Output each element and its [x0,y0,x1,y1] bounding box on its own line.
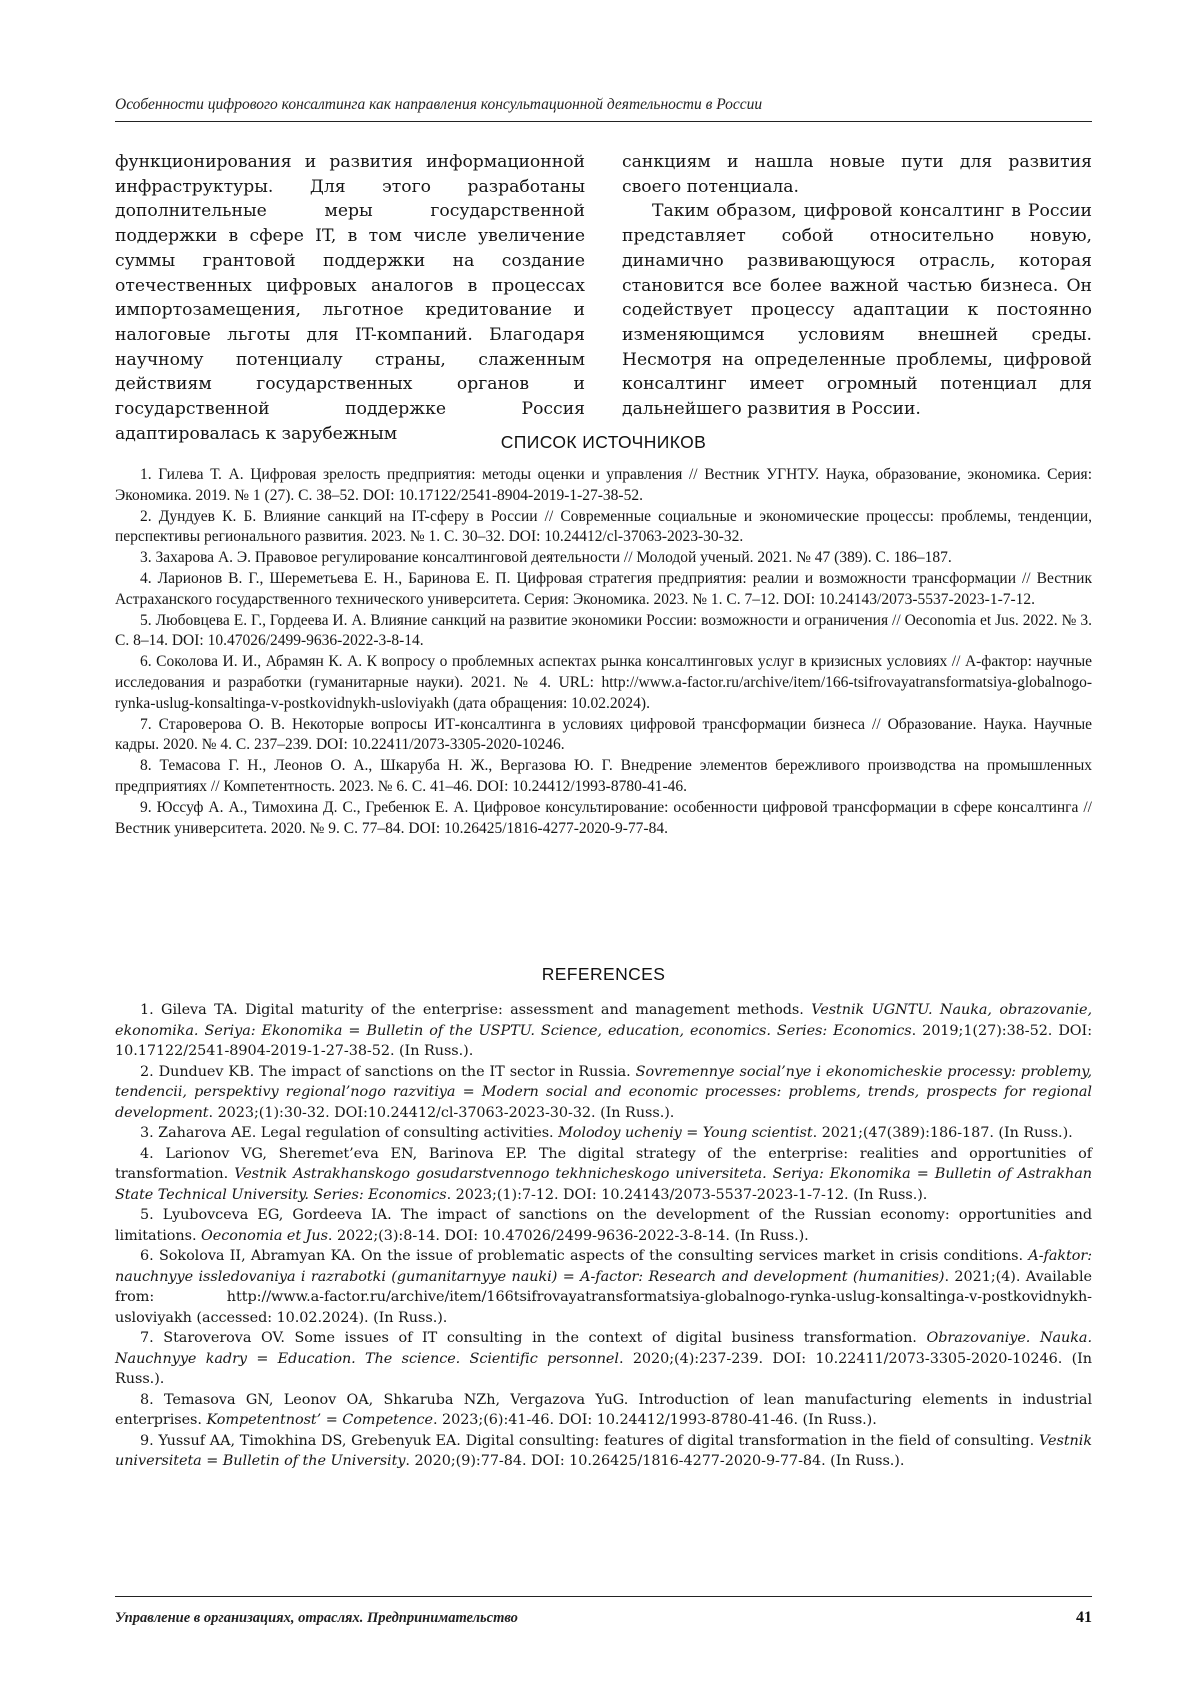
source-item: 5. Любовцева Е. Г., Гордеева И. А. Влияние санкций на развитие экономики России: возможности и ограничения // Oeconomia et Jus. 2022. № 3. С. 8–14. DOI: 10.47026/2499-9636-2022-3-8-14. [115,611,1092,650]
references-heading: REFERENCES [541,964,666,984]
reference-text: 6. Sokolova II, Abramyan KA. On the issue of problematic aspects of the consulting services market in crisis conditions. [140,1248,1029,1264]
reference-source: A-faktor: nauchnyye issledovaniya i razrabotki (gumanitarnyye nauki) = A-factor: Research and development (humanities) [115,1248,1092,1285]
reference-text: 3. Zaharova AE. Legal regulation of consulting activities. [140,1125,559,1141]
reference-text: 9. Yussuf AA, Timokhina DS, Grebenyuk EA. Digital consulting: features of digital transformation in the field of consulting. [140,1432,1039,1449]
reference-source: Vestnik universiteta = Bulletin of the University [115,1432,1092,1469]
source-item: 8. Темасова Г. Н., Леонов О. А., Шкаруба Н. Ж., Вергазова Ю. Г. Внедрение элементов бережливого производства на промышленных предприятиях // Компетентность. 2023. № 6. С. 41–46. DOI: 10.24412/1993-8780-41-46. [115,757,1092,795]
reference-source: Obrazovaniye. Nauka. Nauchnyye kadry = Education. The science. Scientific personnel [115,1330,1092,1367]
reference-item [115,1390,1092,1431]
reference-source: Molodoy ucheniy = Young scientist [558,1125,813,1141]
sources-list [115,465,1092,839]
reference-item [115,1205,1092,1246]
reference-details: . 2022;(3):8-14. DOI: 10.47026/2499-9636-2022-3-8-14. (In Russ.). [327,1227,809,1244]
reference-item [115,1328,1092,1390]
references-list [115,1000,1092,1472]
reference-source: Kompetentnost’ = Competence [206,1412,433,1428]
reference-details: . 2023;(6):41-46. DOI: 10.24412/1993-8780-41-46. (In Russ.). [432,1412,877,1428]
source-item: 1. Гилева Т. А. Цифровая зрелость предприятия: методы оценки и управления // Вестник УГНТУ. Наука, образование, экономика. Серия: Экономика. 2019. № 1 (27). С. 38–52. DOI: 10.17122/2541-8904-2019-1-27-38-52. [115,466,1092,504]
right-column [622,150,1092,446]
reference-source: Vestnik UGNTU. Nauka, obrazovanie, ekonomika. Seriya: Ekonomika = Bulletin of the USPTU. Science, education, economics. Series: Economics [115,1002,1092,1039]
body-text [115,150,1092,446]
body-paragraph: функционирования и развития информационной инфраструктуры. Для этого разработаны дополнительные меры государственной поддержки в сфере IT, в том числе увеличение суммы грантовой поддержки на создание отечественных цифровых аналогов в процессах импортозамещения, льготное кредитование и налоговые льготы для IT-компаний. Благодаря научному потенциалу страны, слаженным действиям государственных органов и государственной поддержке Россия адаптировалась к зарубежным [115,152,585,444]
reference-item [115,1062,1092,1124]
reference-text: 5. Lyubovceva EG, Gordeeva IA. The impact of sanctions on the development of the Russian economy: opportunities and limitations. [115,1207,1092,1244]
reference-text: 8. Temasova GN, Leonov OA, Shkaruba NZh, Vergazova YuG. Introduction of lean manufacturing elements in industrial enterprises. [115,1391,1092,1428]
page-number: 41 [1076,1609,1092,1626]
reference-item [115,1144,1092,1206]
reference-text: 1. Gileva TA. Digital maturity of the enterprise: assessment and management methods. [140,1002,812,1018]
source-item: 4. Ларионов В. Г., Шереметьева Е. Н., Баринова Е. П. Цифровая стратегия предприятия: реалии и возможности трансформации // Вестник Астраханского государственного технического университета. Серия: Экономика. 2023. № 1. С. 7–12. DOI: 10.24143/2073-5537-2023-1-7-12. [115,569,1092,608]
reference-details: . 2023;(1):7-12. DOI: 10.24143/2073-5537-2023-1-7-12. (In Russ.). [446,1186,928,1203]
page-footer [115,1596,1092,1627]
sources-heading: СПИСОК ИСТОЧНИКОВ [500,432,707,452]
reference-item [115,1123,1092,1144]
running-header: Особенности цифрового консалтинга как направления консультационной деятельности в России [115,96,1092,122]
reference-details: . 2020;(4):237-239. DOI: 10.22411/2073-3305-2020-10246. (In Russ.). [115,1350,1092,1387]
reference-source: Vestnik Astrakhanskogo gosudarstvennogo tekhnicheskogo universiteta. Seriya: Ekonomika = Bulletin of Astrakhan State Technical University. Series: Economics [115,1166,1093,1203]
reference-item [115,1431,1092,1472]
reference-details: . 2020;(9):77-84. DOI: 10.26425/1816-4277-2020-9-77-84. (In Russ.). [405,1453,905,1469]
source-item: 9. Юссуф А. А., Тимохина Д. С., Гребенюк Е. А. Цифровое консультирование: особенности цифровой трансформации в сфере консалтинга // Вестник университета. 2020. № 9. С. 77–84. DOI: 10.26425/1816-4277-2020-9-77-84. [115,798,1092,837]
reference-text: 4. Larionov VG, Sheremet’eva EN, Barinova EP. The digital strategy of the enterprise: realities and opportunities of transformation. [115,1145,1092,1182]
reference-item [115,1000,1092,1062]
source-item: 7. Староверова О. В. Некоторые вопросы ИТ-консалтинга в условиях цифровой трансформации бизнеса // Образование. Наука. Научные кадры. 2020. № 4. С. 237–239. DOI: 10.22411/2073-3305-2020-10246. [115,715,1092,754]
left-column [115,150,585,446]
source-item: 6. Соколова И. И., Абрамян К. А. К вопросу о проблемных аспектах рынка консалтинговых услуг в кризисных условиях // А-фактор: научные исследования и разработки (гуманитарные науки). 2021. № 4. URL: http://www.a-factor.ru/archive/item/166-tsifrovayatransformatsiya-globalnogo-rynka-uslug-konsaltinga-v-postkovidnykh-usloviyakh (дата обращения: 10.02.2024). [115,653,1092,712]
conclusion-paragraph: Таким образом, цифровой консалтинг в России представляет собой относительно новую, динамично развивающуюся отрасль, которая становится все более важной частью бизнеса. Он содействует процессу адаптации к постоянно изменяющимся условиям внешней среды. Несмотря на определенные проблемы, цифровой консалтинг имеет огромный потенциал для дальнейшего развития в России. [622,201,1092,420]
reference-text: 7. Staroverova OV. Some issues of IT consulting in the context of digital business transformation. [140,1330,927,1346]
reference-details: . 2019;1(27):38-52. DOI: 10.17122/2541-8904-2019-1-27-38-52. (In Russ.). [115,1022,1092,1059]
source-item: 3. Захарова А. Э. Правовое регулирование консалтинговой деятельности // Молодой ученый. 2021. № 47 (389). С. 186–187. [140,549,952,567]
reference-item [115,1246,1092,1328]
reference-details: . 2021;(47(389):186-187. (In Russ.). [812,1125,1073,1141]
source-item: 2. Дундуев К. Б. Влияние санкций на IT-сферу в России // Современные социальные и экономические процессы: проблемы, тенденции, перспективы регионального развития. 2023. № 1. С. 30–32. DOI: 10.24412/cl-37063-2023-30-32. [115,507,1092,546]
reference-details: . 2023;(1):30-32. DOI:10.24412/cl-37063-2023-30-32. (In Russ.). [208,1104,675,1121]
footer-journal-title: Управление в организациях, отраслях. Предпринимательство [115,1610,518,1626]
reference-details: . 2021;(4). Available from: http://www.a-factor.ru/archive/item/166tsifrovayatransformatsiya-globalnogo-rynka-uslug-konsaltinga-v-postkovidnykh-usloviyakh (accessed: 10.02.2024). (In Russ.). [115,1268,1092,1326]
body-paragraph-continuation: санкциям и нашла новые пути для развития своего потенциала. [622,152,1092,197]
reference-text: 2. Dunduev KB. The impact of sanctions on the IT sector in Russia. [140,1063,636,1080]
reference-source: Oeconomia et Jus [201,1227,328,1244]
reference-source: Sovremennye social’nye i ekonomicheskie processy: problemy, tendencii, perspektivy regional’nogo razvitiya = Modern social and economic processes: problems, trends, prospects for regional development [115,1063,1092,1121]
